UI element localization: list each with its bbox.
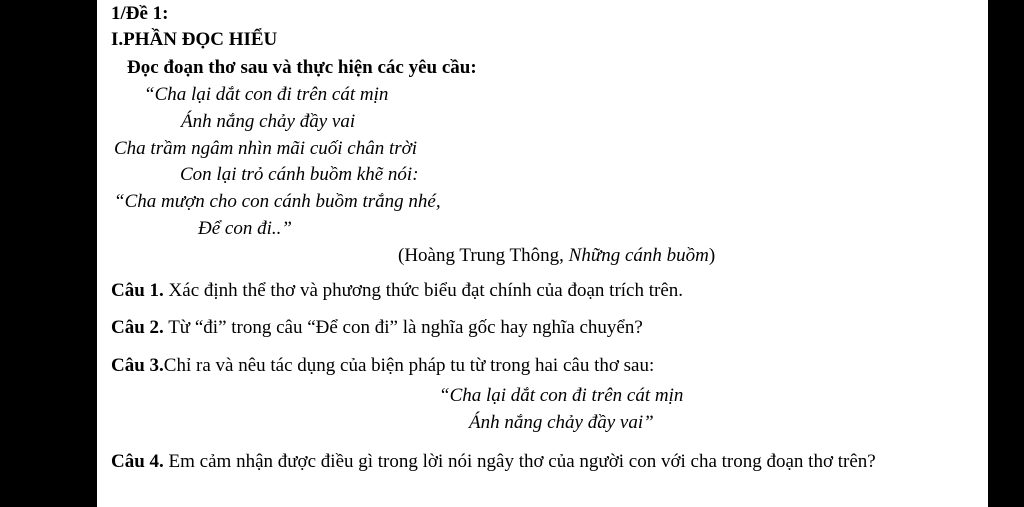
section-heading: I.PHẦN ĐỌC HIỂU [111, 29, 278, 50]
question-2 [111, 317, 643, 339]
question-text: Xác định thể thơ và phương thức biểu đạt chính của đoạn trích trên. [163, 280, 684, 301]
question-4 [111, 451, 876, 473]
source-close: ) [708, 245, 716, 266]
question-label: Câu 4. [111, 451, 164, 472]
source-work: Những cánh buồm [568, 245, 709, 266]
poem-line: Để con đi..” [198, 218, 292, 239]
question-text: Em cảm nhận được điều gì trong lời nói ngây thơ của người con với cha trong đoạn thơ trên? [163, 451, 876, 472]
instruction-text: Đọc đoạn thơ sau và thực hiện các yêu cầu: [127, 57, 477, 78]
poem-source [398, 245, 715, 267]
poem-line: Cha trầm ngâm nhìn mãi cuối chân trời [114, 138, 418, 159]
source-author: (Hoàng Trung Thông, [398, 245, 569, 266]
quoted-line: “Cha lại dắt con đi trên cát mịn [439, 385, 684, 406]
question-text: Từ “đi” trong câu “Để con đi” là nghĩa gốc hay nghĩa chuyển? [163, 317, 643, 338]
question-text: Chỉ ra và nêu tác dụng của biện pháp tu từ trong hai câu thơ sau: [163, 355, 655, 376]
question-1 [111, 280, 683, 302]
poem-line: “Cha mượn cho con cánh buồm trắng nhé, [114, 191, 441, 212]
poem-line: “Cha lại dắt con đi trên cát mịn [144, 84, 389, 105]
document-title: 1/Đề 1: [111, 3, 169, 24]
question-label: Câu 2. [111, 317, 164, 338]
question-label: Câu 1. [111, 280, 164, 301]
quoted-line: Ánh nắng chảy đầy vai” [469, 412, 654, 433]
poem-line: Con lại trỏ cánh buồm khẽ nói: [180, 164, 419, 185]
poem-line: Ánh nắng chảy đầy vai [181, 111, 356, 132]
document-page [97, 0, 988, 507]
question-3 [111, 355, 654, 377]
question-label: Câu 3. [111, 355, 164, 376]
